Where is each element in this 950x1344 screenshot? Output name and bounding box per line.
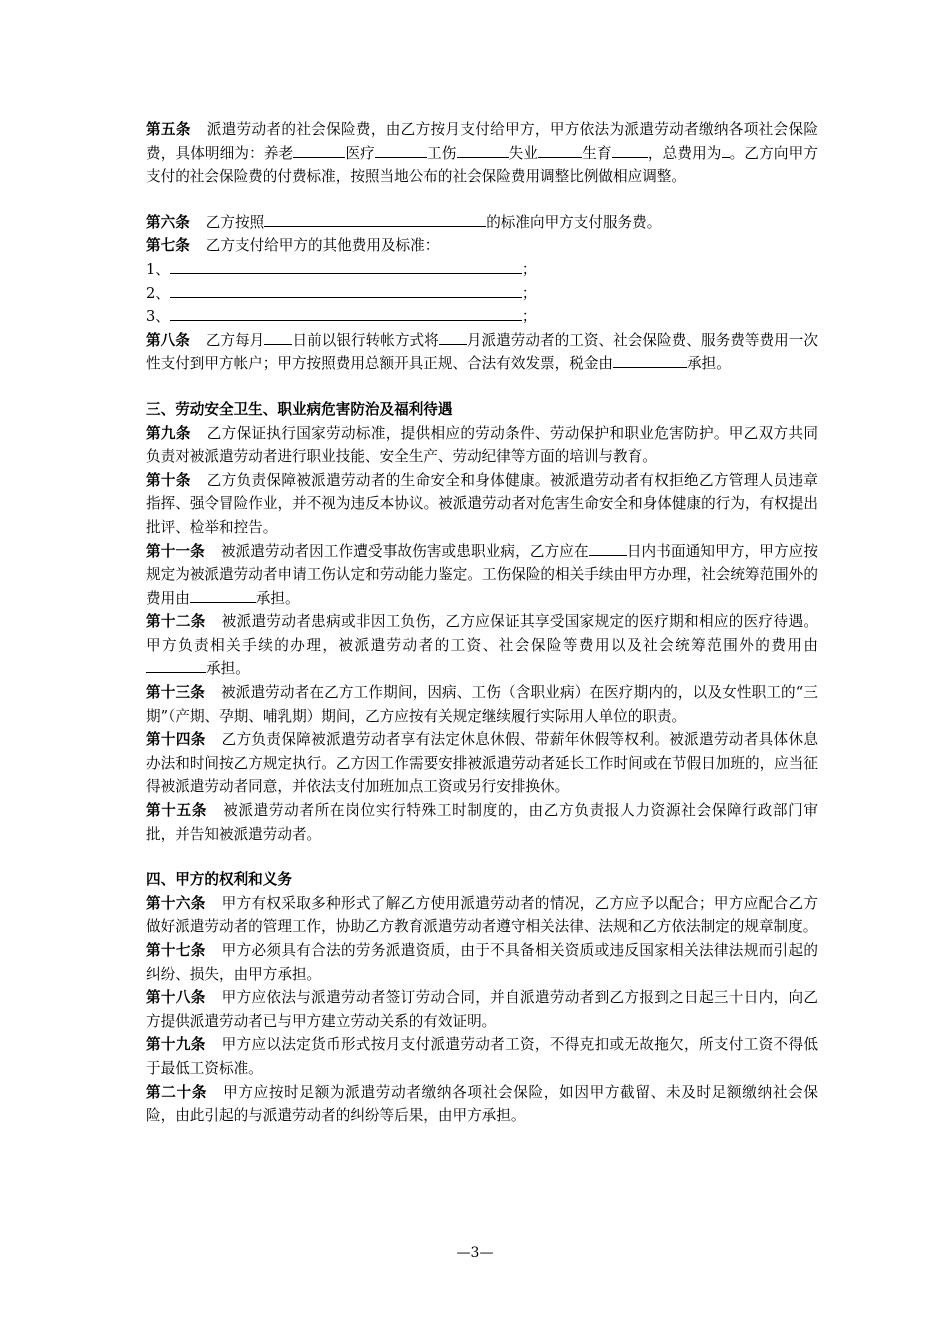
blank-field[interactable] bbox=[170, 282, 522, 298]
section-heading: 三、劳动安全卫生、职业病危害防治及福利待遇 bbox=[146, 400, 453, 418]
article-5: 第五条 派遣劳动者的社会保险费，由乙方按月支付给甲方，甲方依法为派遣劳动者缴纳各项社会保险费，具体明细为：养老 医疗 工伤 失业 生育 ，总费用为 。乙方向甲方支付的社会保险费的付费标准，按照当地公布的社会保险费用调整比例做相应调整。 bbox=[146, 121, 818, 186]
blank-field[interactable] bbox=[613, 352, 687, 368]
blank-field[interactable] bbox=[612, 142, 648, 158]
article-number: 第十一条 bbox=[146, 542, 205, 560]
list-item: 2、 ； bbox=[146, 282, 818, 306]
blank-field[interactable] bbox=[264, 329, 292, 345]
blank-field[interactable] bbox=[538, 142, 582, 158]
article-number: 第五条 bbox=[146, 121, 191, 138]
document-body bbox=[146, 118, 818, 1128]
article-number: 第六条 bbox=[146, 213, 190, 231]
section-heading: 四、甲方的权利和义务 bbox=[146, 871, 292, 889]
blank-field[interactable] bbox=[264, 211, 486, 227]
article-8: 第八条 乙方每月 日前以银行转帐方式将 月派遣劳动者的工资、社会保险费、服务费等费用一次性支付到甲方帐户；甲方按照费用总额开具正规、合法有效发票，税金由 承担。 bbox=[146, 329, 818, 376]
blank-field[interactable] bbox=[170, 258, 522, 274]
article-19: 第十九条 甲方应以法定货币形式按月支付派遣劳动者工资，不得克扣或无故拖欠，所支付工资不得低于最低工资标准。 bbox=[146, 1036, 818, 1077]
blank-field[interactable] bbox=[190, 587, 256, 603]
article-11: 第十一条 被派遣劳动者因工作遭受事故伤害或患职业病，乙方应在 日内书面通知甲方，甲方应按规定为被派遣劳动者申请工伤认定和劳动能力鉴定。工伤保险的相关手续由甲方办理，社会统筹范围外的费用由 承担。 bbox=[146, 540, 818, 611]
blank-field[interactable] bbox=[293, 142, 345, 158]
blank-field[interactable] bbox=[146, 657, 206, 673]
article-12: 第十二条 被派遣劳动者患病或非因工负伤，乙方应保证其享受国家规定的医疗期和相应的医疗待遇。甲方负责相关手续的办理，被派遣劳动者的工资、社会保险等费用以及社会统筹范围外的费用由承担。 bbox=[146, 613, 818, 678]
blank-field[interactable] bbox=[589, 540, 627, 556]
article-number: 第九条 bbox=[146, 424, 191, 442]
spacer bbox=[146, 846, 818, 868]
article-number: 第十五条 bbox=[146, 802, 208, 820]
article-14: 第十四条 乙方负责保障被派遣劳动者享有法定休息休假、带薪年休假等权利。被派遣劳动者具体休息办法和时间按乙方规定执行。乙方因工作需要安排被派遣劳动者延长工作时间或在节假日加班的，应当征得被派遣劳动者同意，并依法支付加班加点工资或另行安排换休。 bbox=[146, 731, 818, 796]
article-number: 第十七条 bbox=[146, 942, 206, 959]
list-item: 3、 ； bbox=[146, 305, 818, 329]
blank-field[interactable] bbox=[457, 142, 509, 158]
article-number: 第十四条 bbox=[146, 731, 206, 749]
blank-field[interactable] bbox=[439, 329, 467, 345]
blank-field[interactable] bbox=[375, 142, 427, 158]
article-number: 第十八条 bbox=[146, 989, 206, 1007]
article-18: 第十八条 甲方应依法与派遣劳动者签订劳动合同，并自派遣劳动者到乙方报到之日起三十日内，向乙方提供派遣劳动者已与甲方建立劳动关系的有效证明。 bbox=[146, 989, 818, 1030]
spacer bbox=[146, 376, 818, 398]
article-16: 第十六条 甲方有权采取多种形式了解乙方使用派遣劳动者的情况，乙方应予以配合；甲方应配合乙方做好派遣劳动者的管理工作，协助乙方教育派遣劳动者遵守相关法律、法规和乙方依法制定的规章制度。 bbox=[146, 894, 818, 936]
blank-field[interactable] bbox=[170, 305, 522, 321]
list-item: 1、 ； bbox=[146, 258, 818, 282]
article-number: 第十九条 bbox=[146, 1036, 206, 1054]
article-7: 第七条 乙方支付给甲方的其他费用及标准： bbox=[146, 237, 440, 255]
page-number: —3— bbox=[456, 1245, 494, 1261]
article-number: 第二十条 bbox=[146, 1083, 208, 1101]
article-20: 第二十条 甲方应按时足额为派遣劳动者缴纳各项社会保险，如因甲方截留、未及时足额缴纳社会保险，由此引起的与派遣劳动者的纠纷等后果，由甲方承担。 bbox=[146, 1083, 818, 1125]
article-9: 第九条 乙方保证执行国家劳动标准，提供相应的劳动条件、劳动保护和职业危害防护。甲乙双方共同负责对被派遣劳动者进行职业技能、安全生产、劳动纪律等方面的培训与教育。 bbox=[146, 424, 818, 466]
article-13: 第十三条 被派遣劳动者在乙方工作期间，因病、工伤（含职业病）在医疗期内的，以及女性职工的“三期”（产期、孕期、哺乳期）期间，乙方应按有关规定继续履行实际用人单位的职责。 bbox=[146, 684, 818, 725]
article-number: 第八条 bbox=[146, 331, 190, 349]
article-17: 第十七条 甲方必须具有合法的劳务派遣资质，由于不具备相关资质或违反国家相关法律法规而引起的纠纷、损失，由甲方承担。 bbox=[146, 942, 818, 983]
article-number: 第七条 bbox=[146, 237, 190, 255]
blank-field[interactable] bbox=[722, 142, 730, 158]
article-number: 第十六条 bbox=[146, 894, 206, 912]
article-number: 第十条 bbox=[146, 471, 191, 489]
article-6: 第六条 乙方按照 的标准向甲方支付服务费。 bbox=[146, 211, 818, 235]
spacer bbox=[146, 189, 818, 211]
article-number: 第十三条 bbox=[146, 684, 205, 702]
article-number: 第十二条 bbox=[146, 613, 206, 631]
article-15: 第十五条 被派遣劳动者所在岗位实行特殊工时制度的，由乙方负责报人力资源社会保障行政部门审批，并告知被派遣劳动者。 bbox=[146, 802, 818, 843]
article-10: 第十条 乙方负责保障被派遣劳动者的生命安全和身体健康。被派遣劳动者有权拒绝乙方管理人员违章指挥、强令冒险作业，并不视为违反本协议。被派遣劳动者对危害生命安全和身体健康的行为，有权提出批评、检举和控告。 bbox=[146, 471, 818, 536]
